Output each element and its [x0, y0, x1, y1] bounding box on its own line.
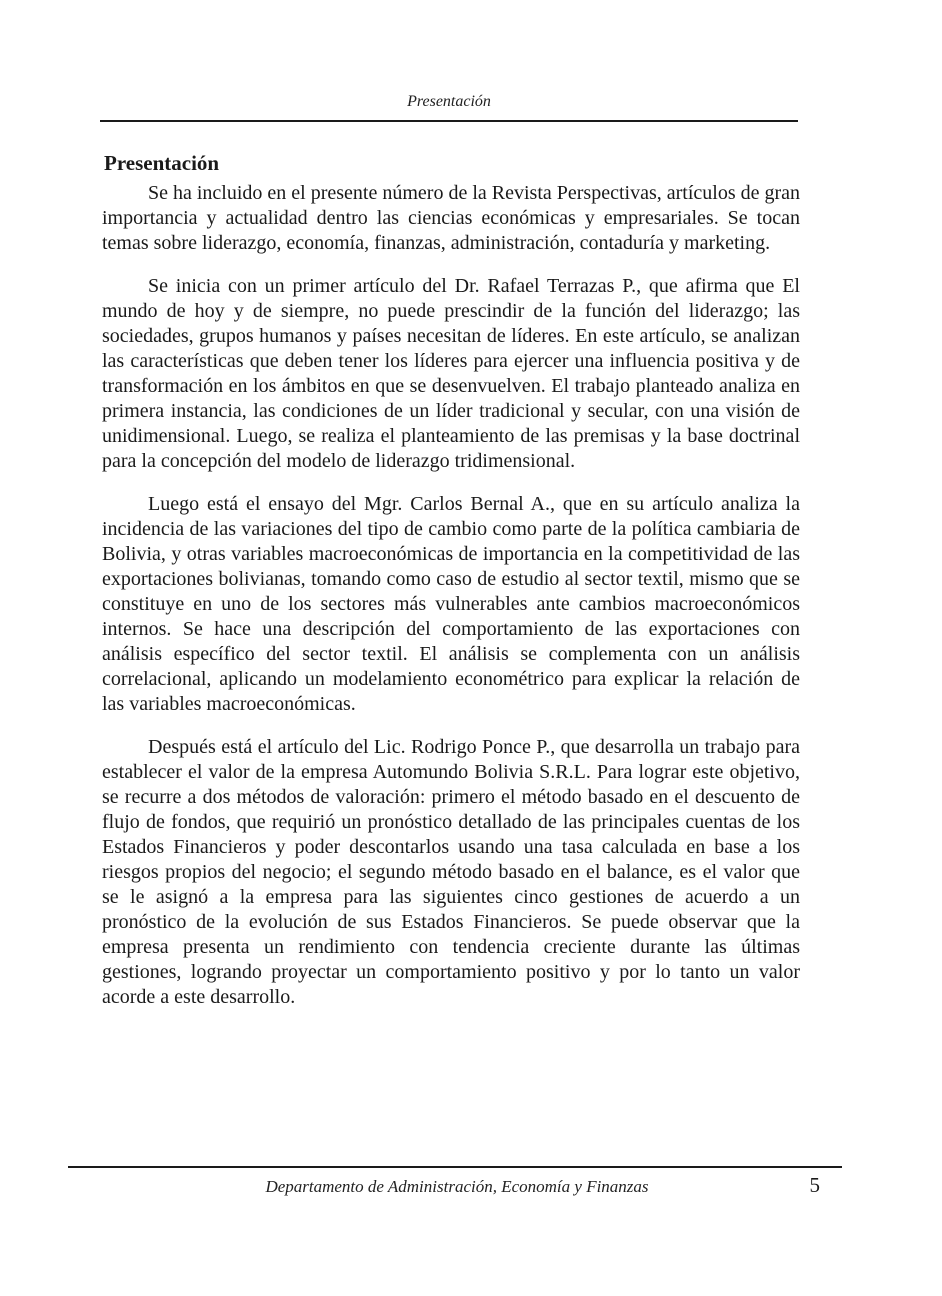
page-number: 5	[809, 1173, 820, 1197]
running-header: Presentación	[407, 93, 491, 110]
paragraph-terrazas: Se inicia con un primer artículo del Dr. Rafael Terrazas P., que afirma que El mundo de hoy y de siempre, no puede prescindir de la función del liderazgo; las sociedades, grupos humanos y países necesitan de líderes. En este artículo, se analizan las características que deben tener los líderes para ejercer una influencia positiva y de transformación en los ámbitos en que se desenvuelven. El trabajo planteado analiza en primera instancia, las condiciones de un líder tradicional y secular, con una visión de unidimensional. Luego, se realiza el planteamiento de las premisas y la base doctrinal para la concepción del modelo de liderazgo tridimensional.	[102, 275, 800, 472]
body-text	[102, 181, 800, 1028]
header-rule	[100, 120, 798, 122]
paragraph-bernal: Luego está el ensayo del Mgr. Carlos Bernal A., que en su artículo analiza la incidencia de las variaciones del tipo de cambio como parte de la política cambiaria de Bolivia, y otras variables macroeconómicas de importancia en la competitividad de las exportaciones bolivianas, tomando como caso de estudio al sector textil, mismo que se constituye en uno de los sectores más vulnerables ante cambios macroeconómicos internos. Se hace una descripción del comportamiento de las exportaciones con análisis específico del sector textil. El análisis se complementa con un análisis correlacional, aplicando un modelamiento econométrico para explicar la relación de las variables macroeconómicas.	[102, 493, 800, 715]
paragraph-intro: Se ha incluido en el presente número de la Revista Perspectivas, artículos de gran importancia y actualidad dentro las ciencias económicas y empresariales. Se tocan temas sobre liderazgo, economía, finanzas, administración, contaduría y marketing.	[102, 182, 801, 254]
section-title: Presentación	[104, 151, 220, 175]
paragraph-ponce: Después está el artículo del Lic. Rodrigo Ponce P., que desarrolla un trabajo para establecer el valor de la empresa Automundo Bolivia S.R.L. Para lograr este objetivo, se recurre a dos métodos de valoración: primero el método basado en el descuento de flujo de fondos, que requirió un pronóstico detallado de las principales cuentas de los Estados Financieros y poder descontarlos usando una tasa calculada en base a los riesgos propios del negocio; el segundo método basado en el balance, es el valor que se le asignó a la empresa para las siguientes cinco gestiones de acuerdo a un pronóstico de la evolución de sus Estados Financieros. Se puede observar que la empresa presenta un rendimiento con tendencia creciente durante las últimas gestiones, logrando proyectar un comportamiento positivo y por lo tanto un valor acorde a este desarrollo.	[102, 736, 800, 1008]
footer-rule	[68, 1166, 842, 1168]
footer-department: Departamento de Administración, Economía y Finanzas	[265, 1177, 649, 1196]
